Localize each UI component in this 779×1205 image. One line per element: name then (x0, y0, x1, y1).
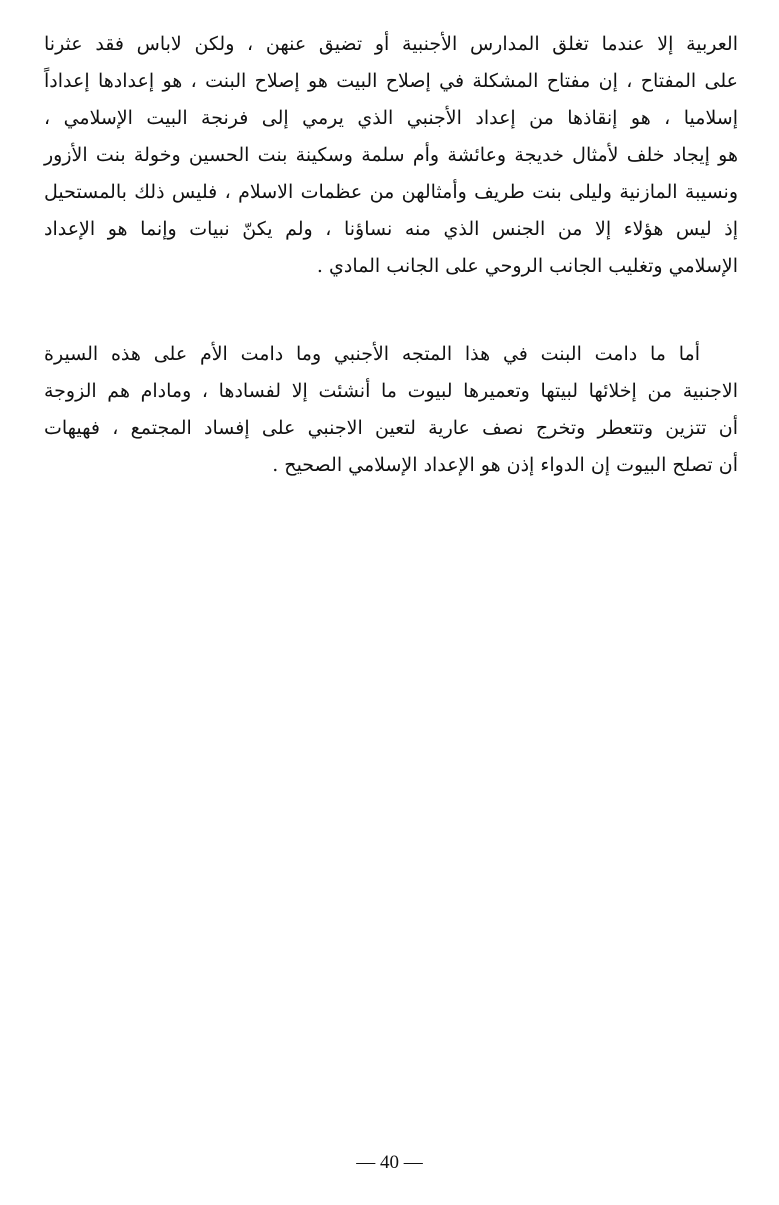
paragraph-line: ونسيبة المازنية وليلى بنت طريف وأمثالهن من عظمات الاسلام ، فليس ذلك بالمستحيل (44, 181, 738, 203)
paragraph-line: أن تصلح البيوت إن الدواء إذن هو الإعداد الإسلامي الصحيح . (272, 454, 738, 476)
paragraph-1 (44, 26, 738, 285)
page-number: — 40 — (356, 1152, 423, 1173)
paragraph-line: إذ ليس هؤلاء إلا من الجنس الذي منه نساؤنا ، ولم يكنّ نبيات وإنما هو الإعداد (44, 218, 738, 240)
paragraph-line: أما ما دامت البنت في هذا المتجه الأجنبي وما دامت الأم على هذه السيرة (44, 343, 700, 365)
paragraph-2 (44, 336, 738, 484)
paragraph-line: الاجنبية من إخلائها لبيتها وتعميرها لبيوت ما أنشئت إلا لفسادها ، ومادام هم الزوجة (44, 380, 738, 402)
paragraph-line: إسلاميا ، هو إنقاذها من إعداد الأجنبي الذي يرمي إلى فرنجة البيت الإسلامي ، (44, 107, 738, 129)
paragraph-line: أن تتزين وتتعطر وتخرج نصف عارية لتعين الاجنبي على إفساد المجتمع ، فهيهات (44, 417, 738, 439)
paragraph-line: الإسلامي وتغليب الجانب الروحي على الجانب المادي . (316, 255, 738, 277)
paragraph-line: على المفتاح ، إن مفتاح المشكلة في إصلاح البيت هو إصلاح البنت ، هو إعدادها إعداداً (44, 70, 738, 92)
paragraph-line: العربية إلا عندما تغلق المدارس الأجنبية أو تضيق عنهن ، ولكن لاباس فقد عثرنا (44, 33, 738, 55)
paragraph-line: هو إيجاد خلف لأمثال خديجة وعائشة وأم سلمة وسكينة بنت الحسين وخولة بنت الأزور (44, 144, 738, 166)
